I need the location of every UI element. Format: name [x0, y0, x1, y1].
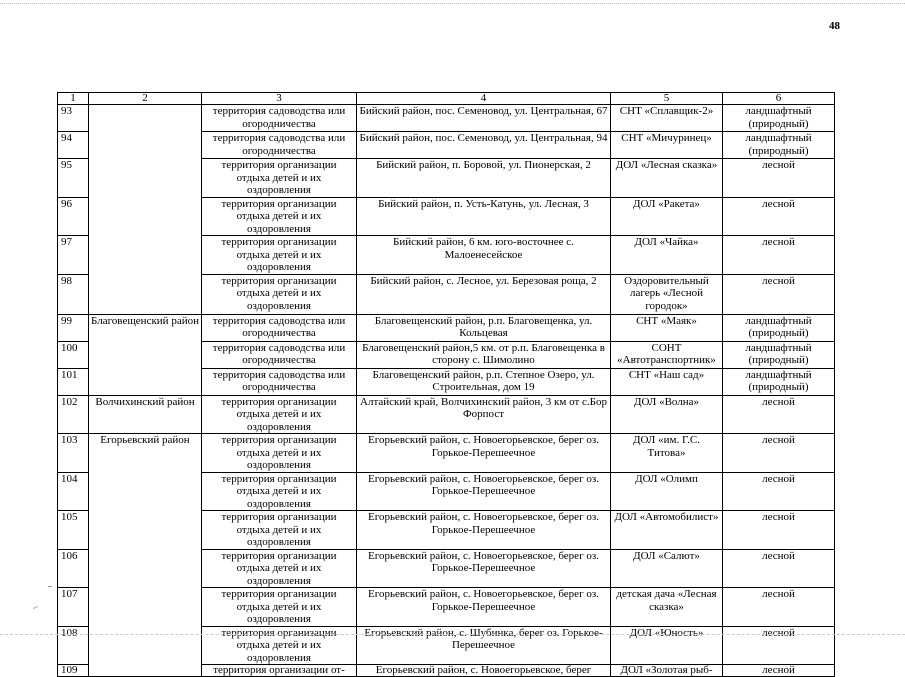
territory-type: территория организации отдыха детей и их оздоровления — [202, 511, 357, 550]
row-number: 100 — [58, 341, 89, 368]
address: Бийский район, п. Боровой, ул. Пионерская, 2 — [357, 159, 611, 198]
table-row — [58, 314, 835, 341]
landscape-type: лесной — [723, 626, 835, 665]
header-cell-4: 4 — [357, 93, 611, 105]
territory-type: территория садоводства или огородничества — [202, 132, 357, 159]
organization: ДОЛ «Ракета» — [611, 197, 723, 236]
organization: СНТ «Маяк» — [611, 314, 723, 341]
address: Благовещенский район,5 км. от р.п. Благовещенка в сторону с. Шимолино — [357, 341, 611, 368]
table-row — [58, 434, 835, 473]
organization: ДОЛ «Олимп — [611, 472, 723, 511]
row-number: 96 — [58, 197, 89, 236]
row-number: 95 — [58, 159, 89, 198]
organization: ДОЛ «Чайка» — [611, 236, 723, 275]
row-number: 107 — [58, 588, 89, 627]
address: Егорьевский район, с. Новоегорьевское, берег оз. Горькое-Перешеечное — [357, 588, 611, 627]
territory-type: территория организации отдыха детей и их оздоровления — [202, 274, 357, 314]
scan-mark — [33, 606, 38, 609]
header-cell-1: 1 — [58, 93, 89, 105]
address: Егорьевский район, с. Шубинка, берег оз. Горькое-Перешеечное — [357, 626, 611, 665]
header-row — [58, 93, 835, 105]
table-row — [58, 105, 835, 132]
scan-edge-bottom — [0, 634, 905, 635]
header-cell-3: 3 — [202, 93, 357, 105]
landscape-type: лесной — [723, 274, 835, 314]
row-number: 94 — [58, 132, 89, 159]
landscape-type: лесной — [723, 472, 835, 511]
scan-edge-top — [0, 3, 905, 4]
landscape-type: лесной — [723, 665, 835, 677]
territory-type: территория организации отдыха детей и их оздоровления — [202, 159, 357, 198]
organization: ДОЛ «Волна» — [611, 395, 723, 434]
organization: Оздоровительный лагерь «Лесной городок» — [611, 274, 723, 314]
address: Егорьевский район, с. Новоегорьевское, берег оз. Горькое-Перешеечное — [357, 472, 611, 511]
address: Бийский район, пос. Семеновод, ул. Центральная, 94 — [357, 132, 611, 159]
address: Егорьевский район, с. Новоегорьевское, берег оз. Горькое-Перешеечное — [357, 549, 611, 588]
address: Бийский район, пос. Семеновод, ул. Центральная, 67 — [357, 105, 611, 132]
row-number: 99 — [58, 314, 89, 341]
landscape-type: лесной — [723, 434, 835, 473]
row-number: 108 — [58, 626, 89, 665]
page-number: 48 — [829, 20, 840, 32]
territory-type: территория садоводства или огородничества — [202, 105, 357, 132]
landscape-type: ландшафтный (природный) — [723, 341, 835, 368]
organization: СНТ «Мичуринец» — [611, 132, 723, 159]
organization: ДОЛ «Салют» — [611, 549, 723, 588]
landscape-type: ландшафтный (природный) — [723, 314, 835, 341]
header-cell-5: 5 — [611, 93, 723, 105]
header-cell-2: 2 — [89, 93, 202, 105]
row-number: 98 — [58, 274, 89, 314]
address: Алтайский край, Волчихинский район, 3 км от с.Бор Форпост — [357, 395, 611, 434]
address: Благовещенский район, р.п. Благовещенка, ул. Кольцевая — [357, 314, 611, 341]
landscape-type: лесной — [723, 197, 835, 236]
organization: ДОЛ «им. Г.С. Титова» — [611, 434, 723, 473]
organization: ДОЛ «Юность» — [611, 626, 723, 665]
territory-type: территория организации отдыха детей и их оздоровления — [202, 434, 357, 473]
district-cell: Волчихинский район — [89, 395, 202, 434]
row-number: 106 — [58, 549, 89, 588]
landscape-type: лесной — [723, 549, 835, 588]
organization: ДОЛ «Золотая рыб- — [611, 665, 723, 677]
scan-mark — [48, 586, 52, 587]
landscape-type: лесной — [723, 588, 835, 627]
header-cell-6: 6 — [723, 93, 835, 105]
row-number: 105 — [58, 511, 89, 550]
landscape-type: лесной — [723, 236, 835, 275]
district-cell — [89, 105, 202, 315]
row-number: 109 — [58, 665, 89, 677]
territory-type: территория организации от- — [202, 665, 357, 677]
row-number: 102 — [58, 395, 89, 434]
landscape-type: лесной — [723, 159, 835, 198]
address: Егорьевский район, с. Новоегорьевское, берег оз. Горькое-Перешеечное — [357, 434, 611, 473]
territory-type: территория организации отдыха детей и их оздоровления — [202, 588, 357, 627]
organization: детская дача «Лесная сказка» — [611, 588, 723, 627]
district-cell: Благовещенский район — [89, 314, 202, 395]
row-number: 103 — [58, 434, 89, 473]
territory-type: территория организации отдыха детей и их оздоровления — [202, 236, 357, 275]
territory-type: территория организации отдыха детей и их оздоровления — [202, 549, 357, 588]
organization: ДОЛ «Автомобилист» — [611, 511, 723, 550]
organization: СОНТ «Автотранспортник» — [611, 341, 723, 368]
address: Егорьевский район, с. Новоегорьевское, берег — [357, 665, 611, 677]
row-number: 101 — [58, 368, 89, 395]
address: Благовещенский район, р.п. Степное Озеро, ул. Строительная, дом 19 — [357, 368, 611, 395]
landscape-type: ландшафтный (природный) — [723, 132, 835, 159]
register-table — [57, 92, 835, 677]
row-number: 104 — [58, 472, 89, 511]
territory-type: территория организации отдыха детей и их оздоровления — [202, 395, 357, 434]
territory-type: территория садоводства или огородничества — [202, 368, 357, 395]
address: Егорьевский район, с. Новоегорьевское, берег оз. Горькое-Перешеечное — [357, 511, 611, 550]
landscape-type: лесной — [723, 395, 835, 434]
territory-type: территория организации отдыха детей и их оздоровления — [202, 197, 357, 236]
territory-type: территория садоводства или огородничества — [202, 341, 357, 368]
territory-type: территория садоводства или огородничества — [202, 314, 357, 341]
territory-type: территория организации отдыха детей и их оздоровления — [202, 472, 357, 511]
landscape-type: ландшафтный (природный) — [723, 368, 835, 395]
landscape-type: лесной — [723, 511, 835, 550]
district-cell: Егорьевский район — [89, 434, 202, 677]
territory-type: территория организации отдыха детей и их оздоровления — [202, 626, 357, 665]
organization: СНТ «Сплавщик-2» — [611, 105, 723, 132]
row-number: 97 — [58, 236, 89, 275]
organization: ДОЛ «Лесная сказка» — [611, 159, 723, 198]
address: Бийский район, с. Лесное, ул. Березовая роща, 2 — [357, 274, 611, 314]
row-number: 93 — [58, 105, 89, 132]
address: Бийский район, 6 км. юго-восточнее с. Малоенесейское — [357, 236, 611, 275]
table-row — [58, 395, 835, 434]
landscape-type: ландшафтный (природный) — [723, 105, 835, 132]
organization: СНТ «Наш сад» — [611, 368, 723, 395]
address: Бийский район, п. Усть-Катунь, ул. Лесная, 3 — [357, 197, 611, 236]
